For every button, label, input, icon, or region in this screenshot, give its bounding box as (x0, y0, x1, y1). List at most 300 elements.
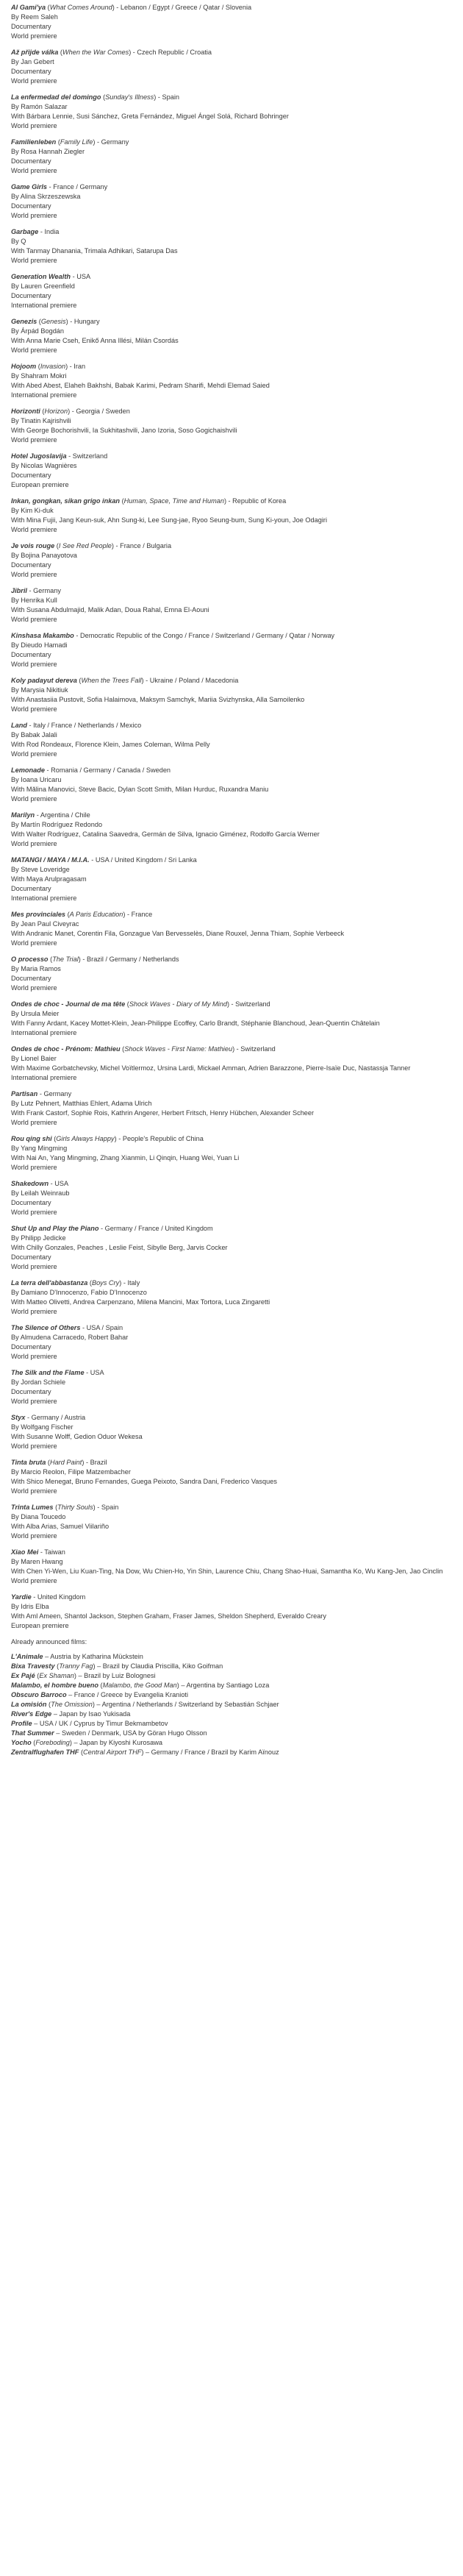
film-title (11, 1000, 125, 1008)
film-director: By Ramón Salazar (11, 103, 68, 110)
film-title-text: La enfermedad del domingo (11, 93, 101, 101)
film-note: Documentary (11, 292, 51, 299)
film-note: World premiere (11, 436, 57, 444)
film-english-title: The Trial (52, 956, 79, 963)
film-english-title: Shock Waves - First Name: Mathieu (124, 1045, 233, 1053)
film-title-text: Al Gami'ya (11, 4, 46, 11)
film-title-text: Rou qing shi (11, 1135, 52, 1142)
announced-film: Yocho (Foreboding) – Japan by Kiyoshi Kurosawa (11, 1739, 162, 1746)
film-entry (11, 1593, 452, 1631)
film-header: The Silence of Others - USA / Spain (11, 1324, 123, 1331)
film-note: World premiere (11, 1164, 57, 1171)
film-entry (11, 1323, 452, 1362)
film-entry (11, 811, 452, 849)
film-cast: With Walter Rodríguez, Catalina Saavedra, Germán de Silva, Ignacio Giménez, Rodolfo García Werner (11, 830, 320, 838)
film-header: Inkan, gongkan, sikan grigo inkan (Human, Space, Time and Human) - Republic of Korea (11, 497, 287, 505)
film-entry (11, 272, 452, 310)
film-cast: With Susana Abdulmajid, Malik Adan, Doua Rahal, Emna El-Aouni (11, 606, 209, 613)
film-title (11, 1324, 80, 1331)
film-note: World premiere (11, 1487, 57, 1495)
film-director: By Idris Elba (11, 1603, 49, 1610)
film-countries: Taiwan (44, 1548, 65, 1556)
film-title (11, 1504, 54, 1511)
film-header: Partisan - Germany (11, 1090, 72, 1097)
film-entry (11, 1045, 452, 1083)
film-title (11, 911, 65, 918)
film-countries: France (131, 911, 153, 918)
film-title-text: Hotel Jugoslavija (11, 452, 67, 460)
film-title-text: Shakedown (11, 1180, 49, 1187)
announced-title-text: River's Edge (11, 1710, 52, 1718)
film-title (11, 1369, 85, 1376)
film-note: World premiere (11, 661, 57, 668)
film-countries: Georgia / Sweden (76, 408, 130, 415)
film-english-title: Thirty Souls (57, 1504, 93, 1511)
film-director: By Marcio Reolon, Filipe Matzembacher (11, 1468, 131, 1476)
film-note: World premiere (11, 32, 57, 40)
film-entry (11, 362, 452, 400)
film-countries: Argentina / Chile (40, 811, 90, 819)
film-note: World premiere (11, 1308, 57, 1315)
film-entry (11, 1413, 452, 1451)
film-countries: Romania / Germany / Canada / Sweden (51, 766, 171, 774)
film-entry (11, 317, 452, 355)
film-header: Genezis (Genesis) - Hungary (11, 318, 100, 325)
film-entry (11, 910, 452, 948)
film-countries: Iran (73, 363, 86, 370)
film-note: World premiere (11, 984, 57, 992)
film-entry (11, 1000, 452, 1038)
film-title-text: Mes provinciales (11, 911, 66, 918)
film-entry (11, 855, 452, 903)
film-title (11, 677, 77, 684)
film-header: Koly padayut dereva (When the Trees Fall) - Ukraine / Poland / Macedonia (11, 677, 239, 684)
announced-english-title: The Omission (51, 1701, 93, 1708)
film-countries: People's Republic of China (122, 1135, 204, 1142)
film-title-text: Tinta bruta (11, 1459, 46, 1466)
film-title-text: Je vois rouge (11, 542, 55, 549)
film-entry (11, 721, 452, 759)
film-note: Documentary (11, 651, 51, 658)
film-cast: With Andranic Manet, Corentin Fila, Gonzague Van Bervesselès, Diane Rouxel, Jenna Thiam, Sophie Verbeeck (11, 930, 345, 937)
film-title (11, 497, 120, 505)
film-note: Documentary (11, 157, 51, 165)
film-countries: Germany (43, 1090, 72, 1097)
film-note: World premiere (11, 1353, 57, 1360)
film-english-title: When the War Comes (62, 49, 129, 56)
film-header: Yardie - United Kingdom (11, 1593, 86, 1601)
film-entry (11, 1503, 452, 1541)
film-header: Lemonade - Romania / Germany / Canada / Sweden (11, 766, 171, 774)
announced-details: Austria by Katharina Mückstein (50, 1653, 143, 1660)
announced-film: La omisión (The Omission) – Argentina / Netherlands / Switzerland by Sebastián Schjaer (11, 1701, 279, 1708)
film-director: By Martín Rodríguez Redondo (11, 821, 103, 828)
film-english-title: Hard Paint (49, 1459, 82, 1466)
film-title (11, 363, 36, 370)
film-director: By Dieudo Hamadi (11, 641, 68, 649)
film-note: World premiere (11, 1263, 57, 1270)
film-cast: With Abed Abest, Elaheh Bakhshi, Babak Karimi, Pedram Sharifi, Mehdi Elemad Saied (11, 382, 270, 389)
announced-film: Profile – USA / UK / Cyprus by Timur Bekmambetov (11, 1720, 168, 1727)
film-cast: With Susanne Wolff, Gedion Oduor Wekesa (11, 1433, 143, 1440)
announced-title-text: Zentralflughafen THF (11, 1748, 79, 1756)
film-director: By Q (11, 238, 26, 245)
film-entry (11, 497, 452, 535)
film-english-title: Family Life (60, 138, 93, 146)
film-countries: France / Germany (53, 183, 108, 191)
film-director: By Rosa Hannah Ziegler (11, 148, 85, 155)
announced-details: Brazil by Luiz Bolognesi (84, 1672, 156, 1679)
film-title-text: Shut Up and Play the Piano (11, 1225, 99, 1232)
film-title-text: Trinta Lumes (11, 1504, 54, 1511)
film-title-text: Až přijde válka (11, 49, 59, 56)
film-header: Až přijde válka (When the War Comes) - Czech Republic / Croatia (11, 49, 212, 56)
film-title (11, 49, 58, 56)
announced-title (11, 1701, 47, 1708)
film-director: By Wolfgang Fischer (11, 1423, 73, 1431)
film-note: World premiere (11, 1442, 57, 1450)
film-title-text: Ondes de choc - Journal de ma tête (11, 1000, 126, 1008)
film-title (11, 1593, 32, 1601)
film-cast: With Alba Arias, Samuel Viilariño (11, 1523, 110, 1530)
film-entry (11, 955, 452, 993)
film-director: By Alina Skrzeszewska (11, 193, 81, 200)
film-title (11, 1045, 121, 1053)
film-header: Trinta Lumes (Thirty Souls) - Spain (11, 1504, 119, 1511)
film-english-title: Sunday's Illness (105, 93, 154, 101)
film-note: World premiere (11, 122, 57, 129)
film-note: World premiere (11, 571, 57, 578)
announced-title-text: L'Animale (11, 1653, 43, 1660)
film-header: Je vois rouge (I See Red People) - France / Bulgaria (11, 542, 172, 549)
film-header: Xiao Mei - Taiwan (11, 1548, 65, 1556)
film-entry (11, 676, 452, 714)
film-director: By Steve Loveridge (11, 866, 70, 873)
film-countries: Brazil (90, 1459, 107, 1466)
film-note: Documentary (11, 202, 51, 210)
film-countries: USA / Spain (86, 1324, 123, 1331)
announced-title (11, 1662, 55, 1670)
announced-title (11, 1720, 32, 1727)
film-entry (11, 1089, 452, 1128)
film-cast: With Maxime Gorbatchevsky, Michel Voïtlermoz, Ursina Lardi, Mickael Amman, Adrien Barazzone, Pierre-Isaïe Duc, Nastassja Tanner (11, 1064, 411, 1072)
film-cast: With Bárbara Lennie, Susi Sánchez, Greta Fernández, Miguel Ángel Solá, Richard Bohringer (11, 113, 289, 120)
film-countries: Switzerland (72, 452, 108, 460)
film-countries: Germany / France / United Kingdom (104, 1225, 213, 1232)
film-note: World premiere (11, 167, 57, 174)
film-entry (11, 138, 452, 176)
film-entry (11, 1134, 452, 1173)
film-title (11, 1548, 38, 1556)
film-title-text: Styx (11, 1414, 26, 1421)
announced-title (11, 1739, 32, 1746)
film-countries: USA (76, 273, 91, 280)
announced-title (11, 1729, 54, 1737)
announced-english-title: Central Airport THF (83, 1748, 142, 1756)
film-cast: With Aml Ameen, Shantol Jackson, Stephen Graham, Fraser James, Sheldon Shepherd, Everaldo Creary (11, 1612, 326, 1620)
film-director: By Diana Toucedo (11, 1513, 66, 1520)
announced-title-text: Profile (11, 1720, 32, 1727)
film-note: World premiere (11, 1119, 57, 1126)
film-director: By Jan Gebert (11, 58, 54, 65)
film-cast: With Shico Menegat, Bruno Fernandes, Guega Peixoto, Sandra Dani, Frederico Vasques (11, 1478, 277, 1485)
film-note: European premiere (11, 481, 69, 488)
film-countries: United Kingdom (37, 1593, 86, 1601)
film-note: Documentary (11, 68, 51, 75)
film-entry (11, 3, 452, 41)
film-title (11, 408, 40, 415)
film-countries: Germany / Austria (31, 1414, 86, 1421)
film-title-text: Horizonti (11, 408, 40, 415)
film-note: Documentary (11, 1253, 51, 1261)
announced-title (11, 1682, 98, 1689)
film-note: World premiere (11, 77, 57, 85)
film-countries: Germany (33, 587, 61, 594)
announced-film: L'Animale – Austria by Katharina Mückstein (11, 1653, 143, 1660)
film-entry (11, 586, 452, 625)
announced-details: Germany / France / Brazil by Karim Aïnouz (151, 1748, 279, 1756)
film-countries: Germany (101, 138, 129, 146)
announced-title-text: Malambo, el hombre bueno (11, 1682, 98, 1689)
film-director: By Damiano D'Innocenzo, Fabio D'Innocenzo (11, 1289, 147, 1296)
film-title-text: Hojoom (11, 363, 37, 370)
announced-english-title: Malambo, the Good Man (102, 1682, 177, 1689)
film-title-text: Koly padayut dereva (11, 677, 77, 684)
film-note: World premiere (11, 705, 57, 713)
film-header: Game Girls - France / Germany (11, 183, 108, 191)
film-title (11, 632, 74, 639)
film-header: Mes provinciales (A Paris Education) - France (11, 911, 153, 918)
announced-english-title: Foreboding (35, 1739, 70, 1746)
announced-title-text: Obscuro Barroco (11, 1691, 67, 1698)
announced-details: Sweden / Denmark, USA by Göran Hugo Olsson (61, 1729, 207, 1737)
film-header: La terra dell'abbastanza (Boys Cry) - Italy (11, 1279, 140, 1287)
announced-title (11, 1748, 79, 1756)
film-countries: Italy / France / Netherlands / Mexico (33, 722, 142, 729)
film-countries: Brazil / Germany / Netherlands (87, 956, 179, 963)
film-title-text: The Silence of Others (11, 1324, 81, 1331)
film-entry (11, 1179, 452, 1217)
film-header: MATANGI / MAYA / M.I.A. - USA / United Kingdom / Sri Lanka (11, 856, 197, 864)
film-countries: Republic of Korea (232, 497, 287, 505)
film-director: By Maria Ramos (11, 965, 61, 972)
film-header: Shakedown - USA (11, 1180, 69, 1187)
film-entry (11, 1458, 452, 1496)
film-title-text: Familienleben (11, 138, 57, 146)
film-director: By Babak Jalali (11, 731, 57, 739)
film-title (11, 1135, 52, 1142)
film-note: World premiere (11, 750, 57, 758)
film-header: The Silk and the Flame - USA (11, 1369, 104, 1376)
announced-details: France / Greece by Evangelia Kranioti (73, 1691, 189, 1698)
film-note: Documentary (11, 23, 51, 30)
film-title (11, 1090, 37, 1097)
film-title (11, 452, 67, 460)
film-director: By Reem Saleh (11, 13, 58, 21)
announced-title-text: La omisión (11, 1701, 47, 1708)
film-note: World premiere (11, 1209, 57, 1216)
film-note: World premiere (11, 795, 57, 803)
film-header: Shut Up and Play the Piano - Germany / France / United Kingdom (11, 1225, 213, 1232)
film-entry (11, 227, 452, 266)
film-cast: With Mălina Manovici, Steve Bacic, Dylan Scott Smith, Milan Hurduc, Ruxandra Maniu (11, 786, 269, 793)
film-title (11, 183, 47, 191)
film-english-title: When the Trees Fall (81, 677, 142, 684)
film-title (11, 1414, 25, 1421)
film-countries: Switzerland (235, 1000, 270, 1008)
film-director: By Lauren Greenfield (11, 282, 75, 290)
film-title (11, 1279, 87, 1287)
announced-film: Ex Pajé (Ex Shaman) – Brazil by Luiz Bolognesi (11, 1672, 156, 1679)
already-announced-heading: Already announced films: (11, 1638, 87, 1645)
film-english-title: I See Red People (58, 542, 112, 549)
film-header: O processo (The Trial) - Brazil / Germany / Netherlands (11, 956, 179, 963)
film-note: International premiere (11, 391, 77, 399)
film-cast: With Frank Castorf, Sophie Rois, Kathrin Angerer, Herbert Fritsch, Henry Hübchen, Alexander Scheer (11, 1109, 315, 1117)
film-entry (11, 1368, 452, 1406)
film-english-title: Genesis (40, 318, 66, 325)
film-english-title: A Paris Education (69, 911, 123, 918)
film-note: International premiere (11, 1029, 77, 1036)
film-title-text: Generation Wealth (11, 273, 71, 280)
announced-film: River's Edge – Japan by Isao Yukisada (11, 1710, 131, 1718)
film-countries: Democratic Republic of the Congo / France / Switzerland / Germany / Qatar / Norway (79, 632, 335, 639)
film-entry (11, 182, 452, 221)
announced-film: Malambo, el hombre bueno (Malambo, the Good Man) – Argentina by Santiago Loza (11, 1682, 270, 1689)
film-countries: Spain (101, 1504, 119, 1511)
film-cast: With Tanmay Dhanania, Trimala Adhikari, Satarupa Das (11, 247, 178, 255)
film-header: Rou qing shi (Girls Always Happy) - People's Republic of China (11, 1135, 204, 1142)
announced-details: Argentina / Netherlands / Switzerland by Sebastián Schjaer (101, 1701, 279, 1708)
film-title (11, 956, 49, 963)
film-entry (11, 631, 452, 669)
film-countries: Hungary (73, 318, 100, 325)
film-english-title: Shock Waves - Diary of My Mind (129, 1000, 227, 1008)
film-director: By Kim Ki-duk (11, 507, 54, 514)
film-header: Generation Wealth - USA (11, 273, 91, 280)
announced-title-text: Yocho (11, 1739, 32, 1746)
film-note: International premiere (11, 894, 77, 902)
film-entry (11, 1548, 452, 1586)
announced-film: Zentralflughafen THF (Central Airport THF) – Germany / France / Brazil by Karim Aïnouz (11, 1748, 279, 1756)
film-director: By Tinatin Kajrishvili (11, 417, 71, 424)
announced-title-text: That Summer (11, 1729, 54, 1737)
film-note: World premiere (11, 1577, 57, 1584)
film-entry (11, 541, 452, 580)
film-director: By Jordan Schiele (11, 1378, 66, 1386)
film-title-text: La terra dell'abbastanza (11, 1279, 88, 1287)
film-title-text: Ondes de choc - Prénom: Mathieu (11, 1045, 121, 1053)
film-countries: USA (90, 1369, 104, 1376)
film-header: Marilyn - Argentina / Chile (11, 811, 90, 819)
announced-film: Obscuro Barroco – France / Greece by Evangelia Kranioti (11, 1691, 189, 1698)
film-entry (11, 766, 452, 804)
film-title-text: Garbage (11, 228, 39, 235)
film-title-text: Yardie (11, 1593, 32, 1601)
film-note: Documentary (11, 975, 51, 982)
film-title-text: Jibril (11, 587, 27, 594)
film-list (11, 3, 452, 1631)
film-english-title: Human, Space, Time and Human (123, 497, 224, 505)
film-note: World premiere (11, 1398, 57, 1405)
announced-english-title: Tranny Fag (59, 1662, 93, 1670)
film-title (11, 228, 38, 235)
film-english-title: What Comes Around (49, 4, 112, 11)
film-english-title: Girls Always Happy (56, 1135, 115, 1142)
film-title (11, 856, 90, 864)
film-entry (11, 1224, 452, 1272)
film-header: Ondes de choc - Prénom: Mathieu (Shock Waves - First Name: Mathieu) - Switzerland (11, 1045, 276, 1053)
announced-title (11, 1710, 51, 1718)
film-title (11, 4, 46, 11)
film-header: Hojoom (Invasion) - Iran (11, 363, 86, 370)
film-title-text: Kinshasa Makambo (11, 632, 74, 639)
film-title (11, 587, 27, 594)
film-countries: Spain (162, 93, 179, 101)
film-director: By Philipp Jedicke (11, 1234, 66, 1242)
film-title (11, 1225, 98, 1232)
film-cast: With Nai An, Yang Mingming, Zhang Xianmin, Li Qinqin, Huang Wei, Yuan Li (11, 1154, 240, 1161)
film-countries: Italy (127, 1279, 140, 1287)
film-title (11, 1180, 49, 1187)
film-note: European premiere (11, 1622, 69, 1629)
film-director: By Marysia Nikitiuk (11, 686, 68, 694)
announced-details: Japan by Kiyoshi Kurosawa (79, 1739, 162, 1746)
film-note: World premiere (11, 346, 57, 354)
film-header: Kinshasa Makambo - Democratic Republic of the Congo / France / Switzerland / Germany / Qatar / Norway (11, 632, 335, 639)
announced-details: Brazil by Claudia Priscilla, Kiko Goifman (102, 1662, 223, 1670)
film-header: Horizonti (Horizon) - Georgia / Sweden (11, 408, 130, 415)
film-title (11, 1459, 46, 1466)
film-title (11, 273, 71, 280)
film-header: La enfermedad del domingo (Sunday's Illness) - Spain (11, 93, 179, 101)
announced-film: Bixa Travesty (Tranny Fag) – Brazil by Claudia Priscilla, Kiko Goifman (11, 1662, 223, 1670)
film-director: By Ioana Uricaru (11, 776, 62, 783)
film-cast: With Rod Rondeaux, Florence Klein, James Coleman, Wilma Pelly (11, 741, 210, 748)
film-director: By Maren Hwang (11, 1558, 63, 1565)
film-note: World premiere (11, 840, 57, 847)
film-header: Garbage - India (11, 228, 60, 235)
film-header: Tinta bruta (Hard Paint) - Brazil (11, 1459, 107, 1466)
film-director: By Jean Paul Civeyrac (11, 920, 79, 928)
film-cast: With Mina Fujii, Jang Keun-suk, Ahn Sung-ki, Lee Sung-jae, Ryoo Seung-bum, Sung Ki-youn, Joe Odagiri (11, 516, 328, 524)
film-title-text: The Silk and the Flame (11, 1369, 85, 1376)
film-cast: With Anna Marie Cseh, Enikő Anna Illési, Milán Csordás (11, 337, 179, 344)
film-header: Styx - Germany / Austria (11, 1414, 86, 1421)
film-director: By Shahram Mokri (11, 372, 67, 380)
film-title-text: Xiao Mei (11, 1548, 39, 1556)
film-header: Land - Italy / France / Netherlands / Mexico (11, 722, 142, 729)
film-english-title: Invasion (40, 363, 66, 370)
film-countries: USA (54, 1180, 69, 1187)
film-title-text: MATANGI / MAYA / M.I.A. (11, 856, 90, 864)
film-director: By Nicolas Wagnières (11, 462, 77, 469)
film-note: Documentary (11, 561, 51, 569)
film-entry (11, 93, 452, 131)
announced-title (11, 1653, 43, 1660)
film-title (11, 722, 27, 729)
announced-title-text: Ex Pajé (11, 1672, 35, 1679)
film-entry (11, 452, 452, 490)
film-director: By Henrika Kull (11, 597, 57, 604)
film-note: World premiere (11, 616, 57, 623)
film-note: World premiere (11, 939, 57, 947)
announced-details: Argentina by Santiago Loza (186, 1682, 270, 1689)
film-director: By Árpád Bogdán (11, 327, 65, 335)
film-countries: Lebanon / Egypt / Greece / Qatar / Slovenia (120, 4, 252, 11)
announced-details: USA / UK / Cyprus by Timur Bekmambetov (39, 1720, 168, 1727)
film-note: International premiere (11, 302, 77, 309)
